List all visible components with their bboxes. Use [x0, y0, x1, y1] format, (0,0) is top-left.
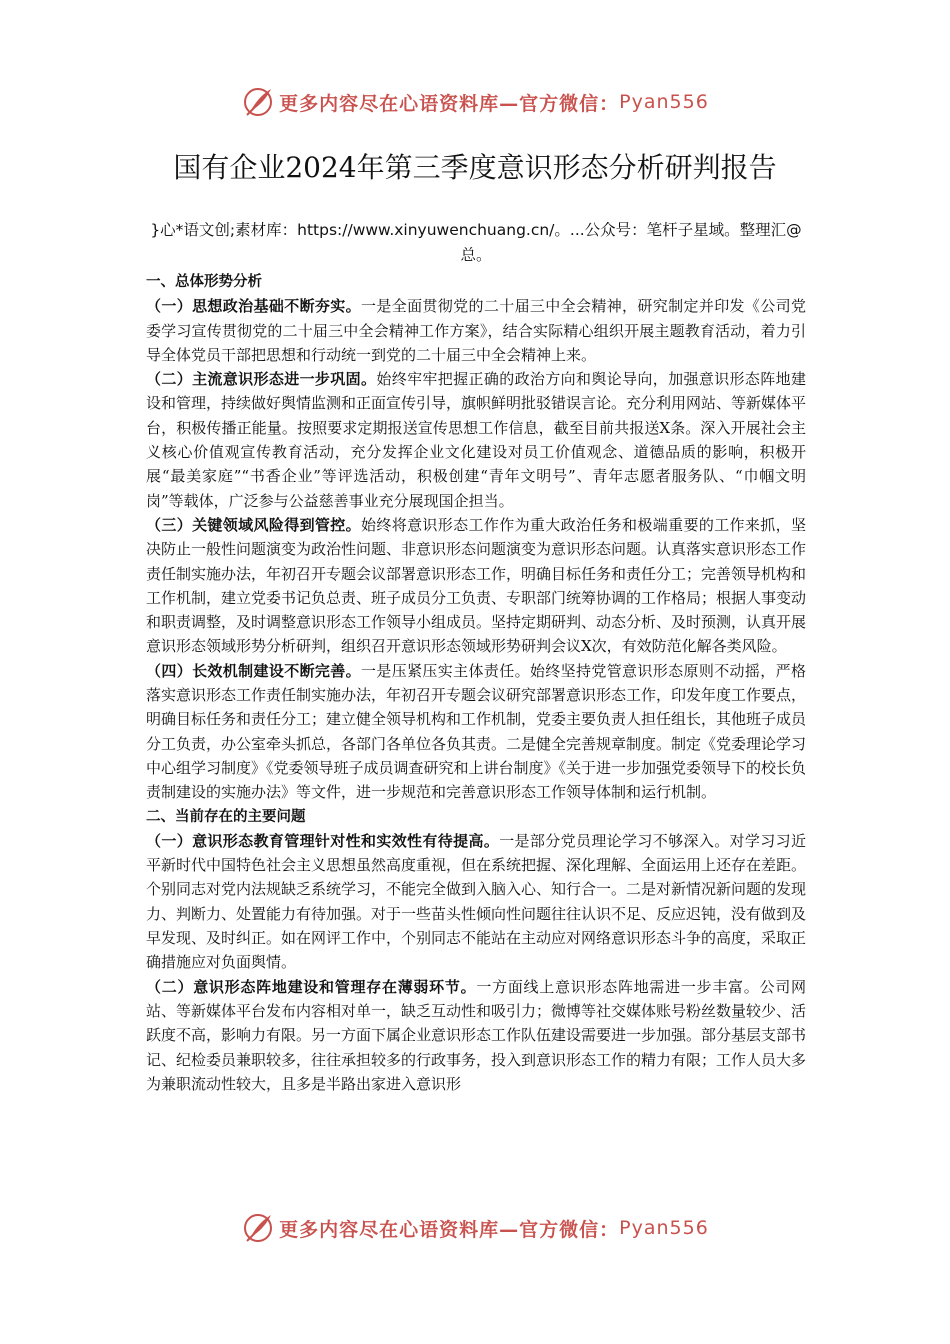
- paragraph-text: 始终将意识形态工作作为重大政治任务和极端重要的工作来抓，坚决防止一般性问题演变为政治性问题、非意识形态问题演变为意识形态问题。认真落实意识形态工作责任制实施办法，年初召开专题会议部署意识形态工作，明确目标任务和责任分工；完善领导机构和工作机制，建立党委书记负总责、班子成员分工负责、专职部门统筹协调的工作格局；根据人事变动和职责调整，及时调整意识形态工作领导小组成员。坚持定期研判、动态分析、及时预测，认真开展意识形态领域形势分析研判，组织召开意识形态领域形势研判会议X次，有效防范化解各类风险。: [146, 515, 807, 656]
- paragraph-text: 一是压紧压实主体责任。始终坚持党管意识形态原则不动摇，严格落实意识形态工作责任制实施办法，年初召开专题会议研究部署意识形态工作，印发年度工作要点，明确目标任务和责任分工；建立健全领导机构和工作机制，党委主要负责人担任组长，其他班子成员分工负责，办公室牵头抓总，各部门各单位各负其责。二是健全完善规章制度。制定《党委理论学习中心组学习制度》《党委领导班子成员调查研究和上讲台制度》《关于进一步加强党委领导下的校长负责制建设的实施办法》等文件，进一步规范和完善意识形态工作领导体制和运行机制。: [146, 661, 807, 802]
- banner-wechat-id: Pyan556: [619, 91, 709, 113]
- document-title: 国有企业2024年第三季度意识形态分析研判报告: [173, 151, 777, 184]
- paragraph: [146, 829, 806, 975]
- paragraph: [146, 513, 806, 659]
- paragraph: [146, 294, 806, 367]
- paragraph-lead: （一）思想政治基础不断夯实。: [146, 297, 361, 316]
- paragraph: [146, 367, 806, 513]
- paragraph-lead: （一）意识形态教育管理针对性和实效性有待提高。: [146, 831, 500, 850]
- header-watermark-banner: [0, 82, 950, 122]
- paragraph-lead: （四）长效机制建设不断完善。: [146, 661, 361, 680]
- document-body: [146, 270, 806, 1096]
- paragraph-text: 一是部分党员理论学习不够深入。对学习习近平新时代中国特色社会主义思想虽然高度重视，但在系统把握、深化理解、全面运用上还存在差距。个别同志对党内法规缺乏系统学习，不能完全做到入脑入心、知行合一。二是对新情况新问题的发现力、判断力、处置能力有待加强。对于一些苗头性倾向性问题往往认识不足、反应迟钝，没有做到及早发现、及时纠正。如在网评工作中，个别同志不能站在主动应对网络意识形态斗争的高度，采取正确措施应对负面舆情。: [146, 831, 807, 972]
- paragraph: [146, 659, 806, 805]
- feather-pen-circle-icon: [241, 85, 275, 119]
- paragraph-text: 一方面线上意识形态阵地需进一步丰富。公司网站、等新媒体平台发布内容相对单一，缺乏互动性和吸引力；微博等社交媒体账号粉丝数量较少、活跃度不高，影响力有限。另一方面下属企业意识形态工作队伍建设需要进一步加强。部分基层支部书记、纪检委员兼职较多，往往承担较多的行政事务，投入到意识形态工作的精力有限；工作人员大多为兼职流动性较大，且多是半路出家进入意识形: [146, 977, 807, 1093]
- feather-pen-circle-icon: [241, 1211, 275, 1245]
- paragraph-text: 始终牢牢把握正确的政治方向和舆论导向，加强意识形态阵地建设和管理，持续做好舆情监测和正面宣传引导，旗帜鲜明批驳错误言论。充分利用网站、等新媒体平台，积极传播正能量。按照要求定期报送宣传思想工作信息，截至目前共报送X条。深入开展社会主义核心价值观宣传教育活动，充分发挥企业文化建设对员工价值观念、道德品质的影响，积极开展“最美家庭”“书香企业”等评选活动，积极创建“青年文明号”、青年志愿者服务队、“巾帼文明岗”等载体，广泛参与公益慈善事业充分展现国企担当。: [146, 370, 807, 510]
- source-line: }心*语文创;素材库：https://www.xinyuwenchuang.cn/。...公众号：笔杆子星域。整理汇@总。: [150, 221, 802, 264]
- banner-wechat-id: Pyan556: [619, 1217, 709, 1239]
- paragraph-lead: （二）意识形态阵地建设和管理存在薄弱环节。: [146, 977, 477, 996]
- section-heading: 二、当前存在的主要问题: [146, 808, 306, 825]
- footer-watermark-banner: [0, 1208, 950, 1248]
- paragraph-text: 一是全面贯彻党的二十届三中全会精神，研究制定并印发《公司党委学习宣传贯彻党的二十届三中全会精神工作方案》，结合实际精心组织开展主题教育活动，着力引导全体党员干部把思想和行动统一到党的二十届三中全会精神上来。: [146, 297, 806, 364]
- banner-text: 更多内容尽在心语资料库—官方微信：: [279, 1218, 620, 1241]
- paragraph-lead: （三）关键领域风险得到管控。: [146, 515, 361, 534]
- paragraph-lead: （二）主流意识形态进一步巩固。: [146, 370, 377, 389]
- section-heading: 一、总体形势分析: [146, 274, 262, 290]
- paragraph: [146, 975, 806, 1096]
- banner-text: 更多内容尽在心语资料库—官方微信：: [279, 92, 620, 115]
